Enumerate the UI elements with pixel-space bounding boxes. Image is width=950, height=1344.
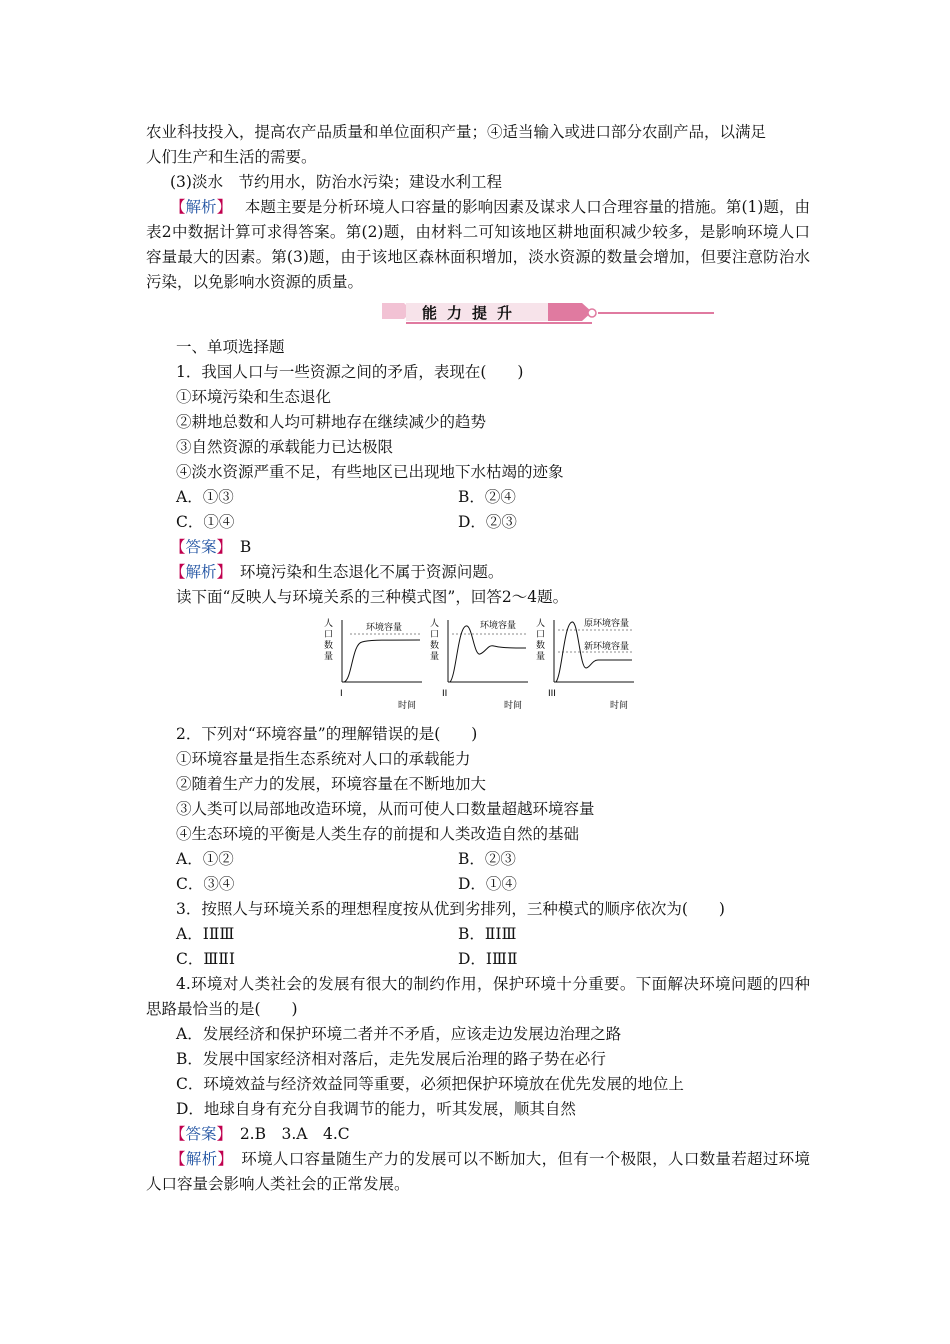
y-label-char: 口: [324, 630, 334, 640]
panel-label: 环境容量: [480, 621, 517, 631]
roman-label: II: [442, 689, 448, 699]
option-b: B．发展中国家经济相对落后，走先发展后治理的路子势在必行: [176, 1050, 606, 1068]
options-row: [146, 922, 810, 947]
options-row: [146, 947, 810, 972]
text-line: (3)淡水 节约用水，防治水污染；建设水利工程: [170, 173, 502, 191]
analysis-text: 环境污染和生态退化不属于资源问题。: [239, 563, 504, 581]
analysis-tag: 【解析】: [170, 563, 225, 581]
option-a: A．①③: [176, 488, 234, 506]
y-label-char: 量: [536, 652, 546, 662]
question-item: ①环境污染和生态退化: [176, 388, 332, 406]
analysis-line: [146, 560, 810, 585]
y-label-char: 数: [324, 641, 334, 651]
analysis-text: 本题主要是分析环境人口容量的影响因素及谋求人口合理容量的措施。第(1)题，由表2中数据计算可求得答案。第(2)题，由材料二可知该地区耕地面积减少较多，是影响环境人口容量最大的因素。第(3)题，由于该地区森林面积增加，淡水资源的数量会增加，但要注意防治水污染，以免影响水资源的质量。: [146, 198, 810, 291]
y-label-char: 口: [430, 630, 440, 640]
question-item: ④淡水资源严重不足，有些地区已出现地下水枯竭的迹象: [176, 463, 564, 481]
panel-3: [536, 617, 634, 711]
roman-label: I: [340, 689, 343, 699]
option-b: B．②④: [458, 488, 516, 506]
y-label-char: 人: [430, 619, 440, 629]
answer-line: [146, 1122, 810, 1147]
options-row: [146, 485, 810, 510]
option-d: D．地球自身有充分自我调节的能力，听其发展，顺其自然: [176, 1100, 576, 1118]
question-item: ③自然资源的承载能力已达极限: [176, 438, 394, 456]
panel-label: 原环境容量: [584, 619, 630, 629]
analysis-paragraph: [146, 1147, 810, 1197]
text-line: 人们生产和生活的需要。: [146, 148, 317, 166]
y-label-char: 数: [536, 641, 546, 651]
panel-2: [430, 617, 528, 711]
option-a: A．①②: [176, 850, 234, 868]
option-c: C．ⅢⅡⅠ: [176, 950, 235, 968]
answer-text: 2.B 3.A 4.C: [239, 1125, 350, 1143]
answer-line: [146, 535, 810, 560]
option-a: A．ⅠⅡⅢ: [176, 925, 235, 943]
y-label-char: 量: [324, 652, 334, 662]
option-d: D．②③: [458, 513, 517, 531]
y-label-char: 数: [430, 641, 440, 651]
option-d: D．①④: [458, 875, 517, 893]
option-d: D．ⅠⅢⅡ: [458, 950, 518, 968]
y-label-char: 量: [430, 652, 440, 662]
options-row: [146, 510, 810, 535]
answer-tag: 【答案】: [170, 538, 225, 556]
option-b: B．②③: [458, 850, 516, 868]
question-stem: 2．下列对“环境容量”的理解错误的是( ): [176, 725, 478, 743]
y-label-char: 人: [536, 619, 546, 629]
analysis-tag: 【解析】: [170, 1150, 226, 1168]
y-label-char: 人: [324, 619, 334, 629]
option-c: C．①④: [176, 513, 235, 531]
question-stem: 4.环境对人类社会的发展有很大的制约作用，保护环境十分重要。下面解决环境问题的四种思路最恰当的是( ): [146, 975, 810, 1018]
text-line: 农业科技投入，提高农产品质量和单位面积产量；④适当输入或进口部分农副产品，以满足: [146, 123, 767, 141]
section-banner: [146, 297, 810, 331]
panel-1: [324, 617, 422, 711]
x-label: 时间: [504, 701, 523, 711]
x-label: 时间: [610, 701, 629, 711]
option-c: C．环境效益与经济效益同等重要，必须把保护环境放在优先发展的地位上: [176, 1075, 684, 1093]
roman-label: III: [548, 689, 556, 699]
panel-label: 环境容量: [366, 623, 403, 633]
question-item: ①环境容量是指生态系统对人口的承载能力: [176, 750, 471, 768]
options-row: [146, 847, 810, 872]
question-stem: 1．我国人口与一些资源之间的矛盾，表现在( ): [176, 363, 524, 381]
analysis-tag: 【解析】: [170, 198, 225, 216]
option-a: A．发展经济和保护环境二者并不矛盾，应该走边发展边治理之路: [176, 1025, 622, 1043]
question-item: ②随着生产力的发展，环境容量在不断地加大: [176, 775, 487, 793]
three-models-figure: [146, 616, 810, 712]
answer-text: B: [239, 538, 252, 556]
question-stem: 3．按照人与环境关系的理想程度按从优到劣排列，三种模式的顺序依次为( ): [176, 900, 725, 918]
document-page: [146, 120, 810, 1197]
analysis-text: 环境人口容量随生产力的发展可以不断加大，但有一个极限，人口数量若超过环境人口容量会影响人类社会的正常发展。: [146, 1150, 810, 1193]
figure-svg: [322, 616, 652, 712]
answer-tag: 【答案】: [170, 1125, 225, 1143]
y-label-char: 口: [536, 630, 546, 640]
x-label: 时间: [398, 701, 417, 711]
question-item: ④生态环境的平衡是人类生存的前提和人类改造自然的基础: [176, 825, 580, 843]
section-heading: 一、单项选择题: [176, 338, 285, 356]
banner-title: 能力提升: [422, 304, 523, 322]
question-item: ③人类可以局部地改造环境，从而可使人口数量超越环境容量: [176, 800, 595, 818]
panel-label: 新环境容量: [584, 642, 630, 652]
options-row: [146, 872, 810, 897]
figure-intro: 读下面“反映人与环境关系的三种模式图”，回答2～4题。: [176, 588, 569, 606]
option-b: B．ⅡⅠⅢ: [458, 925, 517, 943]
analysis-paragraph: [146, 195, 810, 295]
question-item: ②耕地总数和人均可耕地存在继续减少的趋势: [176, 413, 487, 431]
option-c: C．③④: [176, 875, 235, 893]
